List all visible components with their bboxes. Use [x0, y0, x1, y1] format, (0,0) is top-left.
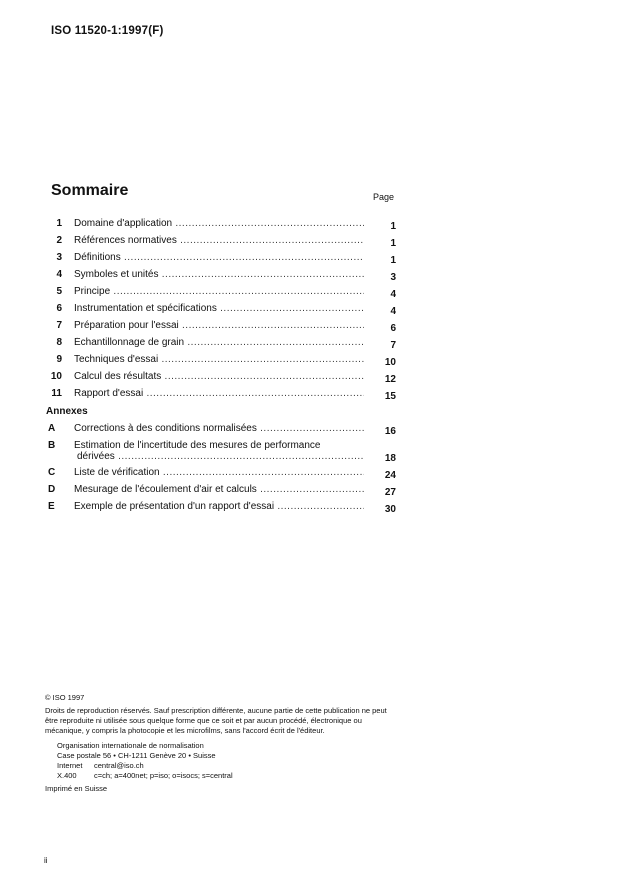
toc-entry[interactable] — [46, 217, 396, 234]
toc-entry-page: 1 — [390, 255, 396, 266]
annex-title — [74, 440, 364, 462]
publisher-x400 — [57, 771, 397, 781]
publisher-org: Organisation internationale de normalisation — [57, 741, 204, 750]
annex-title: Mesurage de l'écoulement d'air et calculs ..... — [74, 484, 364, 495]
toc-entry-title: Définitions ..... — [74, 252, 364, 263]
toc-title: Sommaire — [51, 182, 129, 199]
publisher-postal: Case postale 56 • CH-1211 Genève 20 • Suisse — [57, 751, 216, 760]
annex-entry[interactable] — [46, 422, 396, 439]
internet-address[interactable]: central@iso.ch — [94, 761, 144, 770]
copyright-block — [45, 693, 397, 794]
toc-entry[interactable] — [46, 336, 396, 353]
toc-entry-title: Techniques d'essai ..... — [74, 354, 364, 365]
toc-entry-title: Échantillonnage de grain ..... — [74, 337, 364, 348]
toc-entry-title: Références normatives ..... — [74, 235, 364, 246]
toc-entry-page: 10 — [384, 357, 396, 368]
toc-entry-number: 2 — [56, 235, 62, 246]
toc-entry-page: 6 — [390, 323, 396, 334]
annex-letter: A — [48, 423, 56, 434]
toc-page-label: Page — [373, 192, 395, 202]
annex-title-line2: dérivées ..... — [74, 451, 364, 462]
annexes-heading: Annexes — [46, 406, 88, 417]
annex-letter: B — [48, 440, 56, 451]
annex-letter: D — [48, 484, 56, 495]
toc-entry-page: 7 — [390, 340, 396, 351]
toc-entry-number: 10 — [50, 371, 62, 382]
annex-title-line1: Estimation de l'incertitude des mesures de performance — [74, 440, 321, 451]
toc-entry-title: Rapport d'essai ..... — [74, 388, 364, 399]
annex-entry[interactable] — [46, 500, 396, 517]
annex-page: 27 — [384, 487, 396, 498]
toc-entry-page: 12 — [384, 374, 396, 385]
toc-entry-page: 3 — [390, 272, 396, 283]
table-of-contents — [46, 217, 396, 517]
toc-entry-page: 1 — [390, 238, 396, 249]
toc-entry-number: 5 — [56, 286, 62, 297]
annex-letter: C — [48, 467, 56, 478]
page-number: ii — [44, 856, 48, 865]
toc-entry-title: Domaine d'application ..... — [74, 218, 364, 229]
toc-entry-page: 4 — [390, 289, 396, 300]
toc-entry-number: 11 — [51, 388, 62, 399]
annex-title: Corrections à des conditions normalisées ..... — [74, 423, 364, 434]
publisher-internet — [57, 761, 397, 771]
toc-entry-title: Calcul des résultats ..... — [74, 371, 364, 382]
annex-page: 18 — [384, 453, 396, 464]
annex-letter: E — [48, 501, 55, 512]
toc-entry-number: 6 — [56, 303, 62, 314]
x400-label: X.400 — [57, 771, 77, 780]
printed-in: Imprimé en Suisse — [45, 784, 108, 793]
copyright-notice: © ISO 1997 — [45, 693, 85, 702]
annex-page: 16 — [384, 426, 396, 437]
toc-entry-title: Instrumentation et spécifications ..... — [74, 303, 364, 314]
annex-entry[interactable] — [46, 439, 396, 466]
toc-entry-title: Symboles et unités ..... — [74, 269, 364, 280]
toc-entry-title: Préparation pour l'essai ..... — [74, 320, 364, 331]
toc-entry[interactable] — [46, 370, 396, 387]
annex-page: 24 — [384, 470, 396, 481]
publisher-address — [45, 741, 397, 781]
toc-entry-page: 1 — [390, 221, 396, 232]
annex-entry[interactable] — [46, 483, 396, 500]
toc-entry-number: 3 — [56, 252, 62, 263]
x400-address: c=ch; a=400net; p=iso; o=isocs; s=central — [94, 771, 233, 780]
document-header: ISO 11520-1:1997(F) — [51, 25, 164, 37]
toc-entry-title: Principe ..... — [74, 286, 364, 297]
toc-entry-page: 4 — [390, 306, 396, 317]
toc-entry-page: 15 — [384, 391, 396, 402]
toc-entry-number: 7 — [56, 320, 62, 331]
toc-entry[interactable] — [46, 319, 396, 336]
toc-entry[interactable] — [46, 387, 396, 404]
toc-entry[interactable] — [46, 285, 396, 302]
annex-title: Exemple de présentation d'un rapport d'essai ..... — [74, 501, 364, 512]
toc-entry-number: 8 — [56, 337, 62, 348]
copyright-rights: Droits de reproduction réservés. Sauf prescription différente, aucune partie de cette publication ne peut être reproduite ni utilisée sous quelque forme que ce soit et par aucun procédé, électronique ou mécanique, y compris la photocopie et les microfilms, sans l'accord écrit de l'éditeur. — [45, 706, 387, 735]
annex-page: 30 — [384, 504, 396, 515]
annex-title: Liste de vérification ..... — [74, 467, 364, 478]
toc-entry-number: 9 — [56, 354, 62, 365]
annex-entry[interactable] — [46, 466, 396, 483]
toc-entry[interactable] — [46, 302, 396, 319]
toc-entry-number: 4 — [56, 269, 62, 280]
toc-entry[interactable] — [46, 251, 396, 268]
toc-entry-number: 1 — [56, 218, 62, 229]
toc-entry[interactable] — [46, 268, 396, 285]
toc-entry[interactable] — [46, 353, 396, 370]
toc-entry[interactable] — [46, 234, 396, 251]
internet-label: Internet — [57, 761, 83, 770]
